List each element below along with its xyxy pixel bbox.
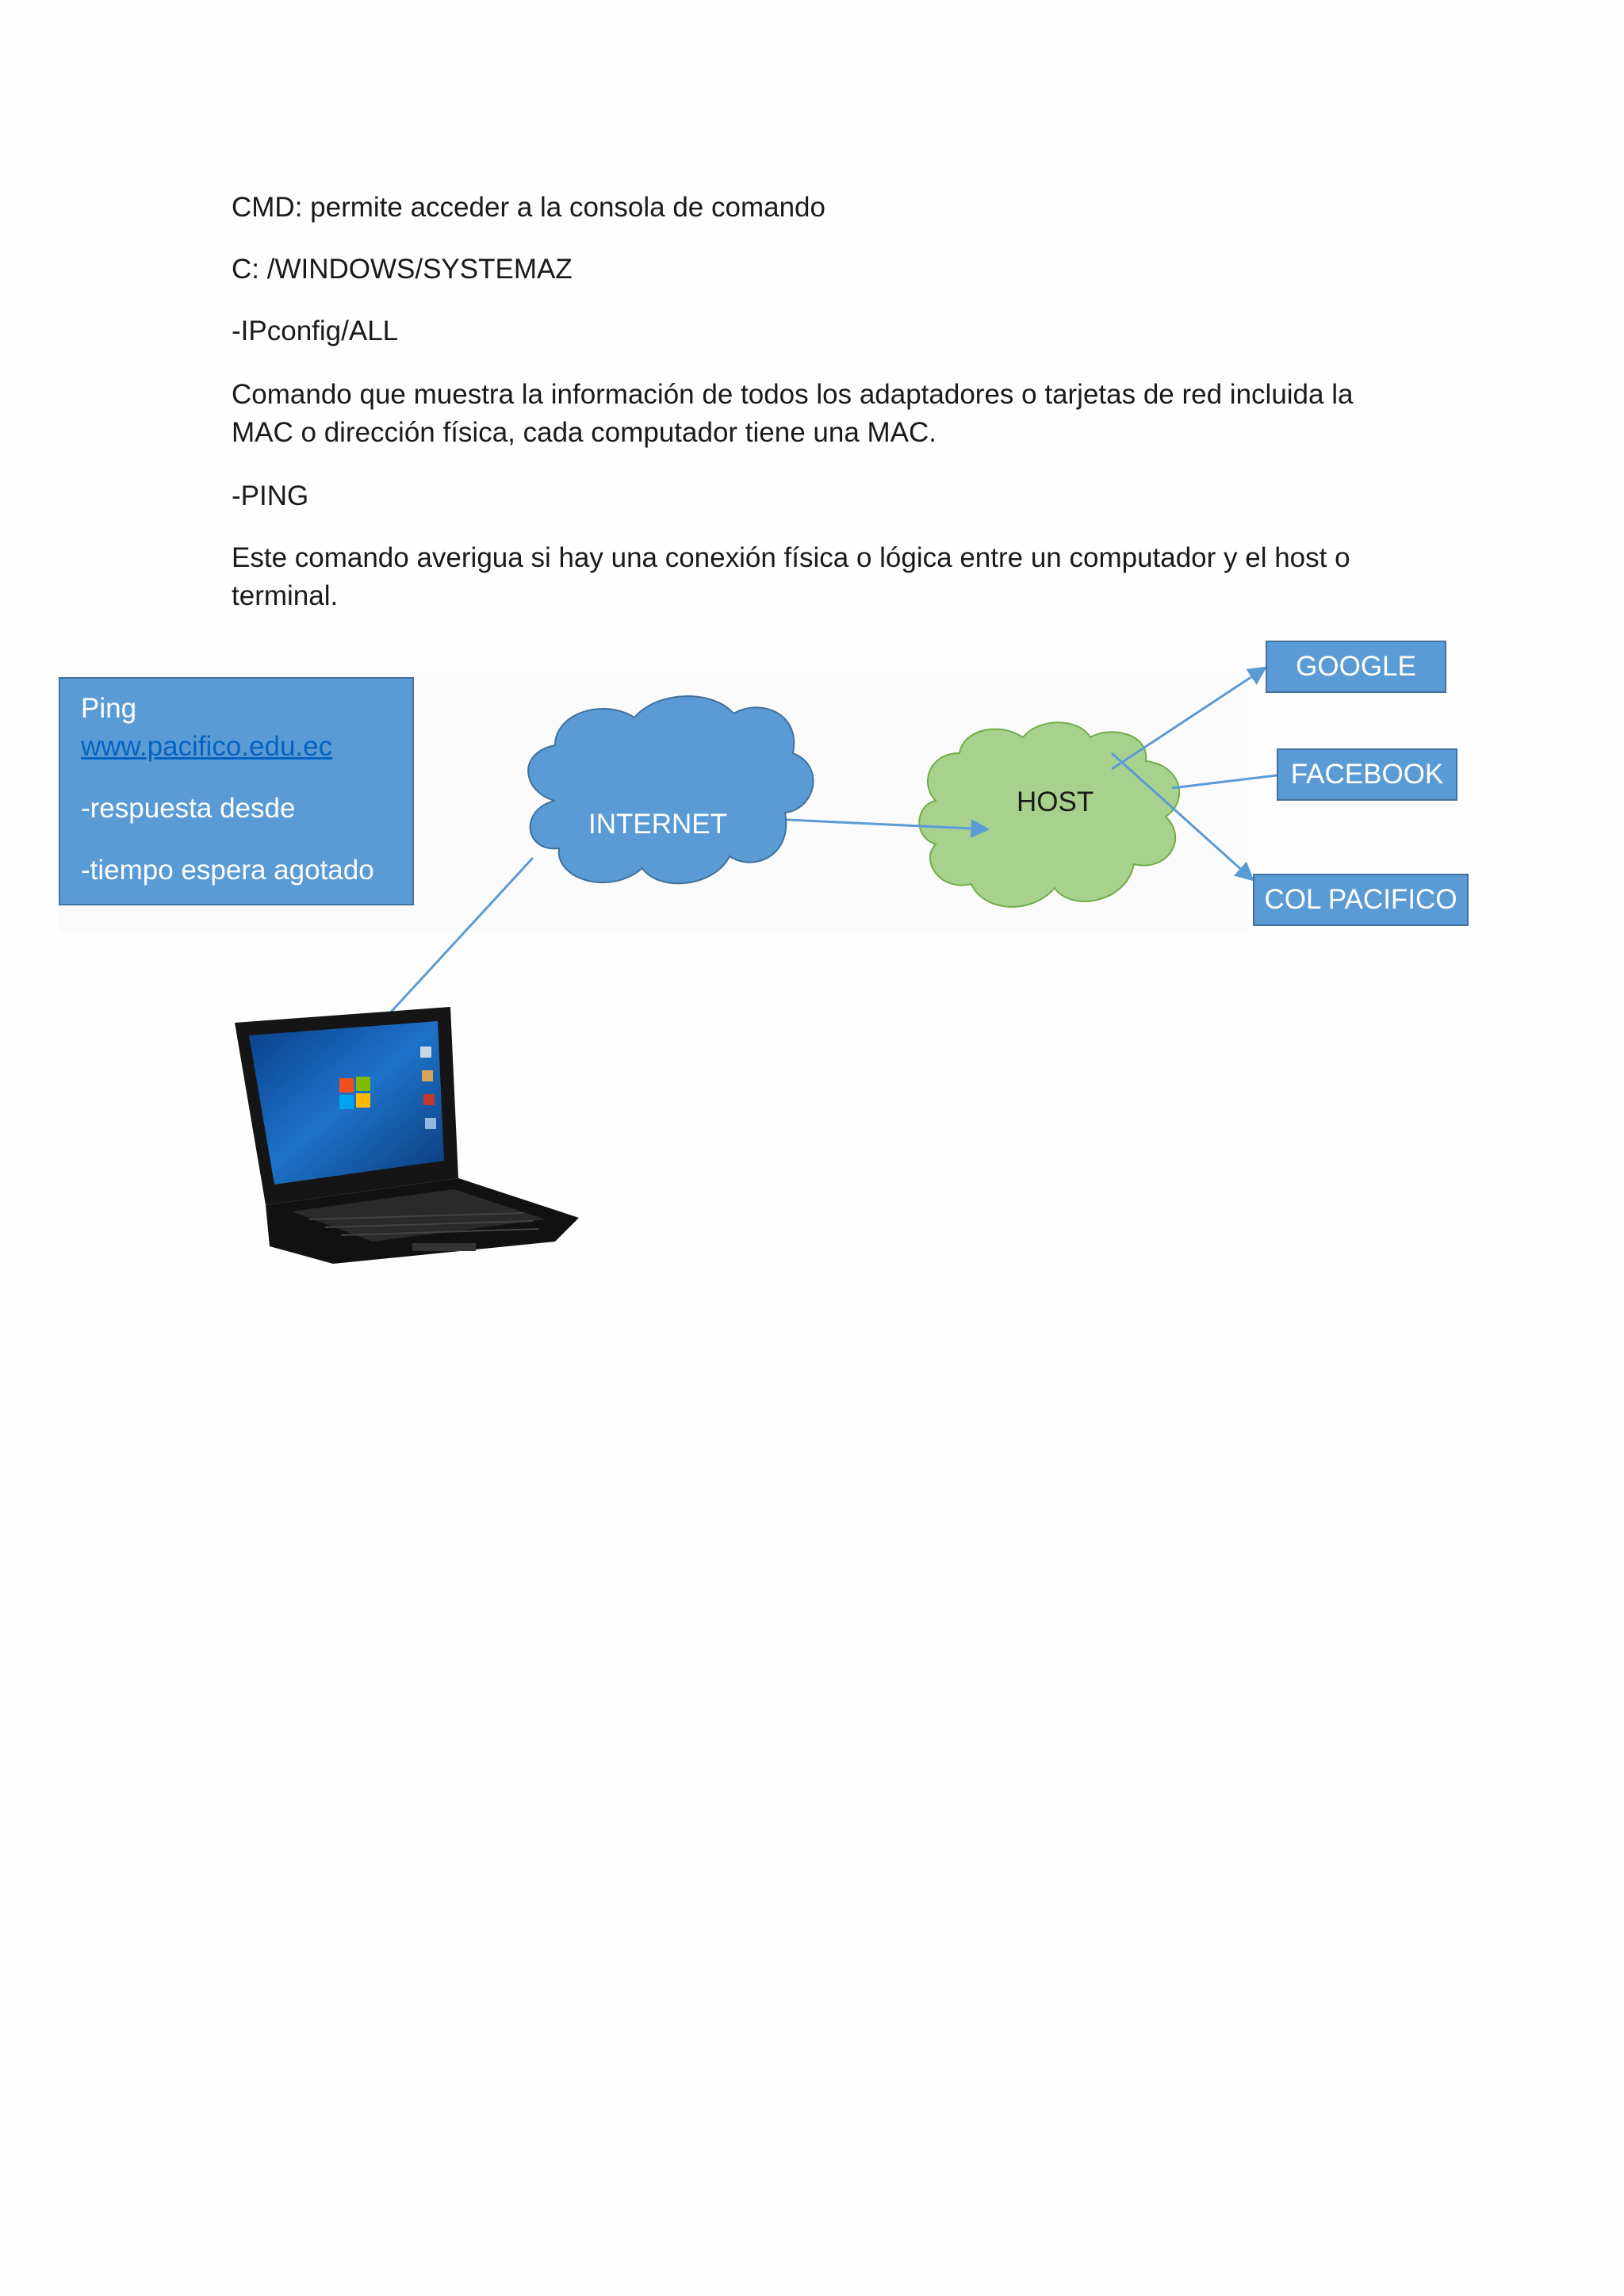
ipconfig-paragraph: -IPconfig/ALL [232, 316, 399, 346]
laptop-icon [235, 1007, 579, 1264]
ping-title: Ping [81, 693, 137, 724]
col-pacifico-node [1253, 874, 1469, 926]
ping-description: Este comando averigua si hay una conexión física o lógica entre un computador y el host o terminal. [232, 542, 1350, 611]
ping-callout-box [59, 677, 414, 905]
col-pacifico-label: COL PACIFICO [1264, 884, 1457, 915]
facebook-node [1277, 748, 1457, 801]
path-paragraph: C: /WINDOWS/SYSTEMAZ [232, 254, 573, 285]
ipconfig-description: Comando que muestra la información de todos los adaptadores o tarjetas de red incluida la MAC o dirección física, cada computador tiene una MAC. [232, 379, 1354, 448]
ping-url-link[interactable]: www.pacifico.edu.ec [81, 731, 333, 762]
ping-response-line: -respuesta desde [81, 793, 296, 824]
ping-paragraph: -PING [232, 480, 309, 511]
host-label: HOST [1017, 786, 1094, 817]
ping-timeout-line: -tiempo espera agotado [81, 855, 374, 886]
internet-cloud [528, 696, 813, 883]
google-label: GOOGLE [1296, 651, 1416, 682]
internet-label: INTERNET [588, 809, 727, 840]
google-node [1266, 641, 1446, 693]
facebook-label: FACEBOOK [1290, 759, 1444, 790]
cmd-paragraph: CMD: permite acceder a la consola de comando [232, 192, 825, 223]
